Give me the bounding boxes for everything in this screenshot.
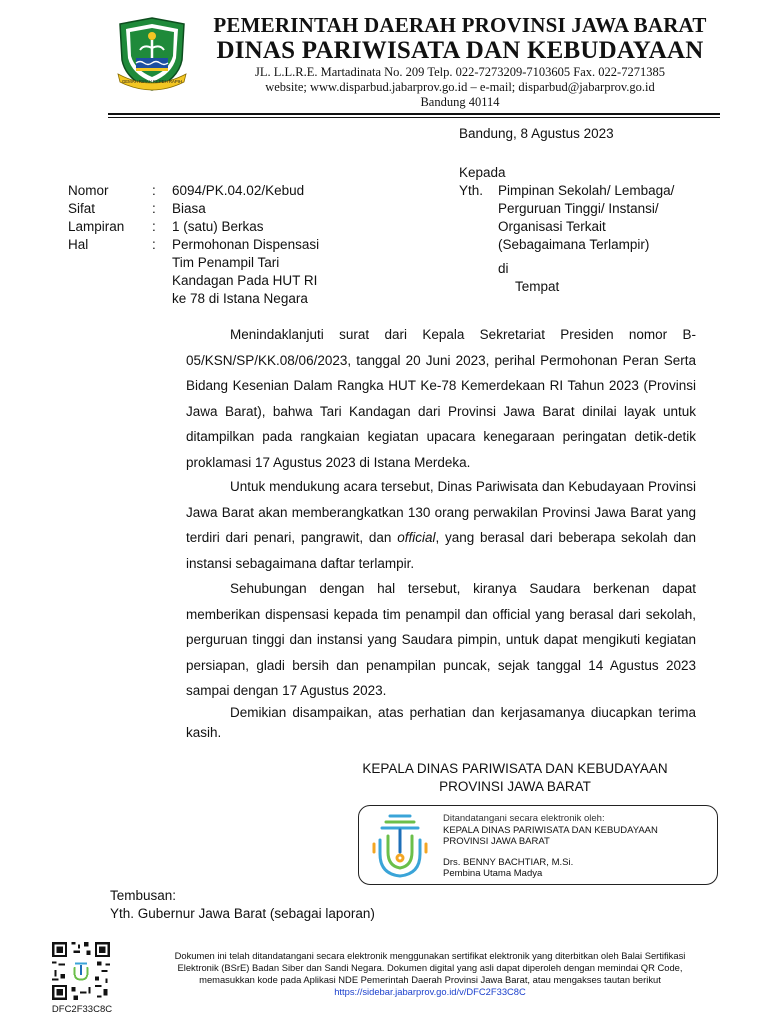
body-paragraph-2-text-c: , yang berasal dari beberapa sekolah dan instansi sebagaimana daftar terlampir. <box>186 530 696 571</box>
meta-label-nomor: Nomor <box>68 183 109 198</box>
letter-date: Bandung, 8 Agustus 2023 <box>459 126 614 141</box>
recipient-di: di <box>498 261 509 276</box>
footer-notice <box>130 950 730 998</box>
footer-line-1: Dokumen ini telah ditandatangani secara elektronik menggunakan sertifikat elektronik yang diterbitkan oleh Balai Sertifikasi <box>174 950 686 961</box>
body-paragraph-2 <box>186 474 696 576</box>
kop-rule-thick <box>108 113 720 115</box>
meta-colon: : <box>152 219 156 234</box>
body-paragraph-1-text: Menindaklanjuti surat dari Kepala Sekretariat Presiden nomor B-05/KSN/SP/KK.08/06/2023, tanggal 20 Juni 2023, perihal Permohonan Peran Serta Bidang Kesenian Dalam Rangka HUT Ke-78 Kemerdekaan RI Tahun 2023 (Provinsi Jawa Barat), bahwa Tari Kandagan dari Provinsi Jawa Barat dinilai layak untuk ditampilkan pada rangkaian kegiatan upacara kenegaraan peringatan detik-detik proklamasi 17 Agustus 2023 di Istana Merdeka. <box>186 327 696 470</box>
bsre-signature-emblem-icon <box>368 812 432 880</box>
recipient-tempat: Tempat <box>515 279 560 294</box>
kop-rule-thin <box>108 117 720 118</box>
signature-rank: Pembina Utama Madya <box>443 868 543 879</box>
recipient-line-3: Organisasi Terkait <box>498 219 606 234</box>
kop-address: JL. L.L.R.E. Martadinata No. 209 Telp. 022-7273209-7103605 Fax. 022-7271385 <box>255 65 665 79</box>
kop-government-name: PEMERINTAH DAERAH PROVINSI JAWA BARAT <box>213 13 707 37</box>
meta-value-hal-line-3: Kandagan Pada HUT RI <box>172 273 318 288</box>
kop-website-email: website; www.disparbud.jabarprov.go.id – e-mail; disparbud@jabarprov.go.id <box>265 80 655 94</box>
recipient-kepada: Kepada <box>459 165 506 180</box>
signature-name: Drs. BENNY BACHTIAR, M.Si. <box>443 857 574 868</box>
body-paragraph-4 <box>186 703 696 743</box>
recipient-line-2: Perguruan Tinggi/ Instansi/ <box>498 201 659 216</box>
meta-value-sifat: Biasa <box>172 201 206 216</box>
meta-colon: : <box>152 183 156 198</box>
meta-label-lampiran: Lampiran <box>68 219 125 234</box>
footer-line-3: memasukkan kode pada Aplikasi NDE Pemerintah Daerah Provinsi Jawa Barat, atau mengakses tautan berikut <box>199 974 661 985</box>
qr-code-text: DFC2F33C8C <box>51 1004 113 1015</box>
footer-verification-link[interactable]: https://sidebar.jabarprov.go.id/v/DFC2F33C8C <box>334 986 526 997</box>
logo-motto: GEMAH RIPAH REPEH RAPIH <box>121 79 183 84</box>
tembusan-item: Yth. Gubernur Jawa Barat (sebagai laporan) <box>110 906 375 921</box>
meta-value-hal: Permohonan Dispensasi <box>172 237 320 252</box>
qr-code-icon <box>50 940 112 1002</box>
meta-value-nomor: 6094/PK.04.02/Kebud <box>172 183 305 198</box>
footer-line-2: Elektronik (BSrE) Badan Siber dan Sandi Negara. Dokumen digital yang asli dapat diperoleh dengan memindai QR Code, <box>177 962 683 973</box>
meta-label-sifat: Sifat <box>68 201 96 216</box>
tembusan-label: Tembusan: <box>110 888 177 903</box>
meta-label-hal: Hal <box>68 237 89 252</box>
provincial-logo-emblem <box>112 14 192 94</box>
body-paragraph-2-text-a: Untuk mendukung acara tersebut, Dinas Pariwisata dan Kebudayaan Provinsi Jawa Barat akan memberangkatkan 130 orang perwakilan Provinsi Jawa Barat yang terdiri dari penari, pangrawit, dan <box>186 479 696 545</box>
body-paragraph-4-text: Demikian disampaikan, atas perhatian dan kerjasamanya diucapkan terima kasih. <box>186 705 696 740</box>
kop-city: Bandung 40114 <box>420 95 500 109</box>
signature-title-1: KEPALA DINAS PARIWISATA DAN KEBUDAYAAN <box>362 761 668 776</box>
meta-value-hal-line-4: ke 78 di Istana Negara <box>172 291 308 306</box>
meta-value-hal-line-2: Tim Penampil Tari <box>172 255 280 270</box>
body-paragraph-2-italic: official <box>397 530 436 545</box>
meta-value-lampiran: 1 (satu) Berkas <box>172 219 264 234</box>
signature-title-2: PROVINSI JAWA BARAT <box>439 779 591 794</box>
body-paragraph-1 <box>186 322 696 475</box>
body-paragraph-3 <box>186 576 696 704</box>
meta-colon: : <box>152 201 156 216</box>
signature-box-title-2: PROVINSI JAWA BARAT <box>443 836 550 847</box>
kop-agency-name: DINAS PARIWISATA DAN KEBUDAYAAN <box>216 37 704 64</box>
recipient-line-4: (Sebagaimana Terlampir) <box>498 237 650 252</box>
recipient-yth: Yth. <box>459 183 484 198</box>
meta-colon: : <box>152 237 156 252</box>
recipient-line-1: Pimpinan Sekolah/ Lembaga/ <box>498 183 675 198</box>
signature-signed-note: Ditandatangani secara elektronik oleh: <box>443 813 605 824</box>
body-paragraph-3-text: Sehubungan dengan hal tersebut, kiranya Saudara berkenan dapat memberikan dispensasi kepada tim penampil dan official yang berasal dari sekolah, perguruan tinggi dan instansi yang Saudara pimpin, untuk dapat mengikuti kegiatan persiapan, gladi bersih dan penampilan puncak, sejak tanggal 14 Agustus 2023 sampai dengan 17 Agustus 2023. <box>186 581 696 698</box>
signature-box-title-1: KEPALA DINAS PARIWISATA DAN KEBUDAYAAN <box>443 825 658 836</box>
